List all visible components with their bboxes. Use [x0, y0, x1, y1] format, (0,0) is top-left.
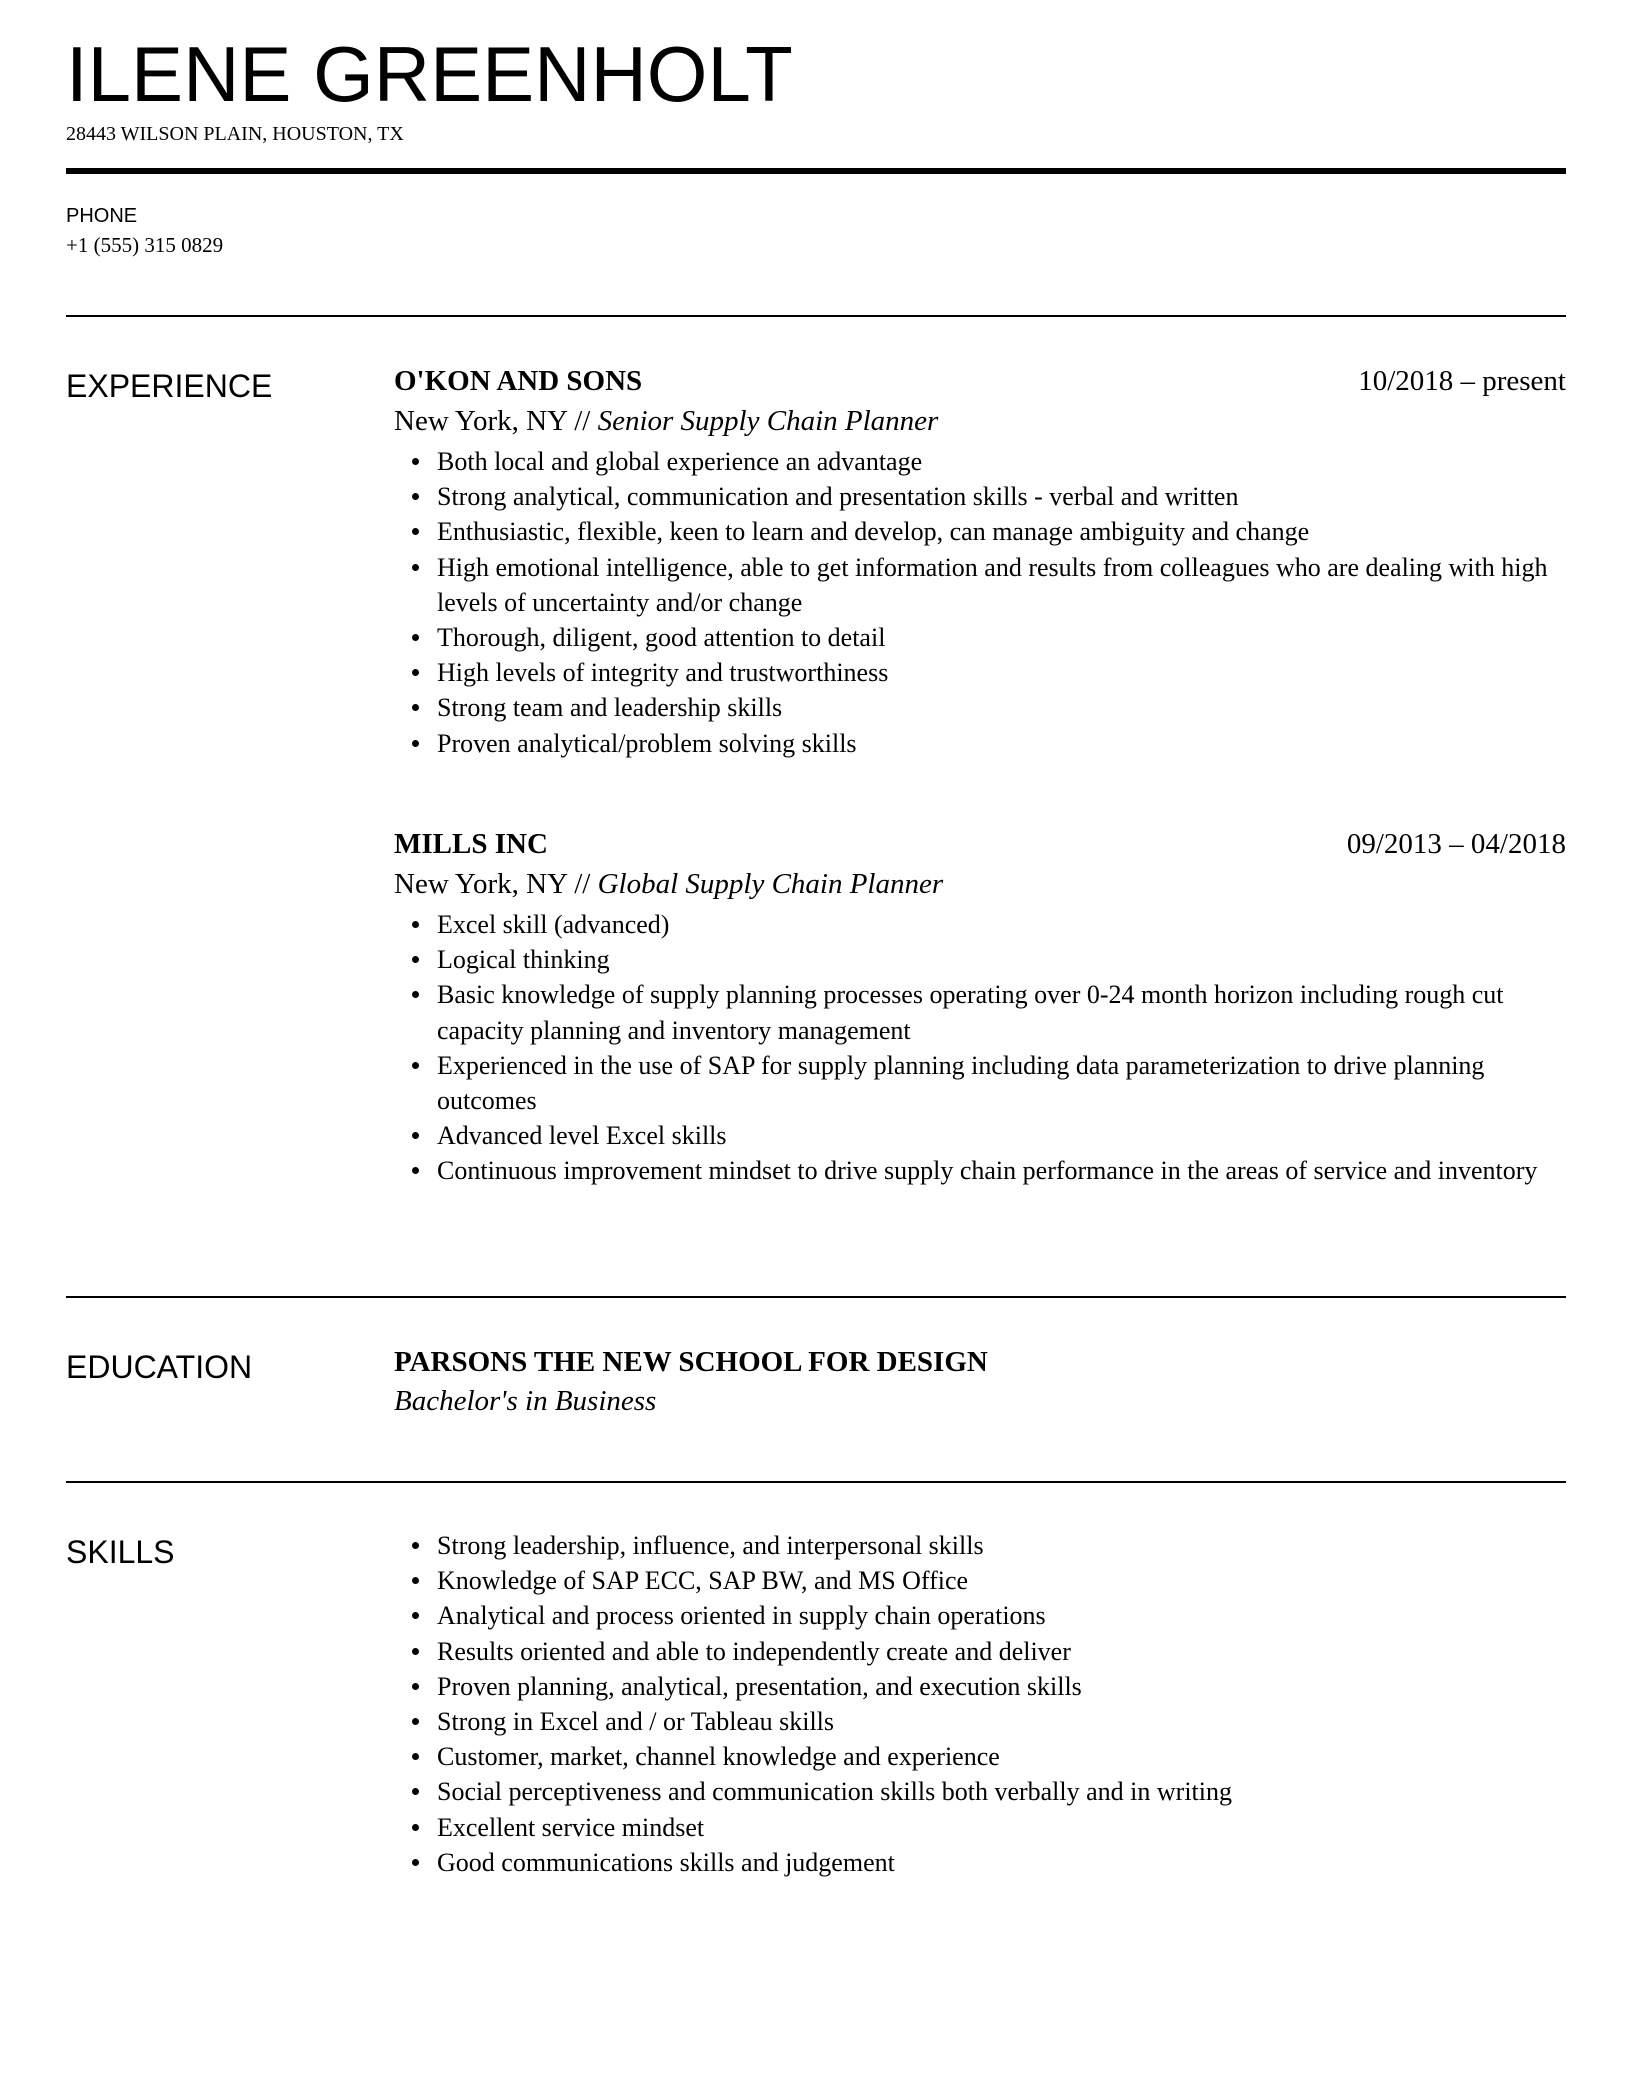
job-title: Senior Supply Chain Planner	[597, 405, 939, 437]
job-bullet-text: High emotional intelligence, able to get information and results from colleagues who are dealing with high levels of uncertainty and/or change	[437, 552, 1548, 617]
job-bullet	[394, 479, 1566, 514]
job-entry	[394, 362, 1566, 761]
job-bullet-text: Proven analytical/problem solving skills	[437, 728, 857, 758]
job-company: O'KON AND SONS	[394, 365, 643, 397]
skills-entry	[394, 1528, 1566, 1880]
job-bullet	[394, 655, 1566, 690]
job-bullet	[394, 514, 1566, 549]
skill-item	[394, 1704, 1566, 1739]
job-bullet	[394, 1048, 1566, 1118]
section-divider	[66, 1481, 1566, 1483]
experience-heading: EXPERIENCE	[66, 368, 273, 404]
bullet-dot-icon	[412, 1718, 419, 1725]
bullet-dot-icon	[412, 1062, 419, 1069]
bullet-dot-icon	[412, 458, 419, 465]
job-dates: 10/2018 – present	[1358, 365, 1566, 397]
skill-text: Excellent service mindset	[437, 1812, 705, 1842]
bullet-dot-icon	[412, 704, 419, 711]
job-bullet-text: Enthusiastic, flexible, keen to learn and develop, can manage ambiguity and change	[437, 517, 1310, 547]
skill-item	[394, 1528, 1566, 1563]
job-bullet-text: Both local and global experience an advantage	[437, 447, 923, 476]
degree: Bachelor's in Business	[394, 1385, 657, 1417]
job-subtitle	[394, 865, 1566, 907]
job-header	[394, 825, 1566, 865]
job-bullet-text: Experienced in the use of SAP for supply planning including data parameterization to drive planning outcomes	[437, 1050, 1485, 1116]
skill-item	[394, 1563, 1566, 1598]
skill-text: Good communications skills and judgement	[437, 1847, 895, 1877]
job-bullet-text: High levels of integrity and trustworthiness	[437, 658, 889, 688]
skill-item	[394, 1598, 1566, 1633]
bullet-dot-icon	[412, 1577, 419, 1584]
skill-item	[394, 1669, 1566, 1704]
bullet-dot-icon	[412, 564, 419, 571]
skill-text: Proven planning, analytical, presentation, and execution skills	[437, 1671, 1082, 1701]
bullet-dot-icon	[412, 1612, 419, 1619]
bullet-dot-icon	[412, 991, 419, 998]
bullet-dot-icon	[412, 528, 419, 535]
bullet-dot-icon	[412, 1788, 419, 1795]
bullet-dot-icon	[412, 1824, 419, 1831]
phone-label: PHONE	[66, 205, 138, 227]
skill-item	[394, 1774, 1566, 1809]
job-bullet-text: Thorough, diligent, good attention to detail	[437, 623, 886, 653]
job-bullet-text: Advanced level Excel skills	[437, 1121, 727, 1151]
job-dates: 09/2013 – 04/2018	[1346, 828, 1566, 860]
job-bullet	[394, 977, 1566, 1047]
job-company: MILLS INC	[394, 828, 548, 860]
skill-text: Social perceptiveness and communication skills both verbally and in writing	[437, 1777, 1232, 1807]
job-subtitle	[394, 402, 1566, 444]
bullet-dot-icon	[412, 669, 419, 676]
job-location: New York, NY	[394, 405, 567, 437]
skill-item	[394, 1845, 1566, 1880]
bullet-dot-icon	[412, 493, 419, 500]
job-separator: //	[566, 405, 598, 437]
header-divider	[66, 168, 1566, 174]
education-entry	[394, 1343, 1566, 1421]
bullet-dot-icon	[412, 1859, 419, 1866]
job-bullet-text: Logical thinking	[437, 945, 610, 975]
school-name: PARSONS THE NEW SCHOOL FOR DESIGN	[394, 1346, 988, 1378]
job-bullet-text: Basic knowledge of supply planning processes operating over 0-24 month horizon including rough cut capacity planning and inventory management	[437, 980, 1504, 1045]
phone-value: +1 (555) 315 0829	[66, 233, 224, 257]
section-divider	[66, 1296, 1566, 1298]
job-bullet-text: Strong team and leadership skills	[437, 693, 783, 723]
job-bullet	[394, 1118, 1566, 1153]
section-divider	[66, 315, 1566, 317]
skills-heading: SKILLS	[66, 1534, 175, 1570]
job-bullet	[394, 550, 1566, 620]
bullet-dot-icon	[412, 740, 419, 747]
job-bullet	[394, 942, 1566, 977]
bullet-dot-icon	[412, 1542, 419, 1549]
skill-text: Analytical and process oriented in supply chain operations	[437, 1601, 1046, 1631]
job-bullet	[394, 907, 1566, 942]
bullet-dot-icon	[412, 1683, 419, 1690]
job-bullet	[394, 620, 1566, 655]
bullet-dot-icon	[412, 921, 419, 928]
bullet-dot-icon	[412, 956, 419, 963]
skill-item	[394, 1634, 1566, 1669]
job-title: Global Supply Chain Planner	[597, 868, 944, 900]
job-bullet	[394, 690, 1566, 725]
job-bullet-list	[394, 444, 1566, 761]
bullet-dot-icon	[412, 1753, 419, 1760]
skills-list	[394, 1528, 1566, 1880]
skill-text: Customer, market, channel knowledge and experience	[437, 1742, 1000, 1772]
job-bullet	[394, 1153, 1566, 1188]
education-heading: EDUCATION	[66, 1349, 253, 1385]
job-bullet-text: Continuous improvement mindset to drive supply chain performance in the areas of service and inventory	[437, 1156, 1538, 1186]
job-header	[394, 362, 1566, 402]
skill-text: Strong in Excel and / or Tableau skills	[437, 1707, 835, 1737]
skill-text: Knowledge of SAP ECC, SAP BW, and MS Office	[437, 1566, 969, 1596]
job-bullet-text: Strong analytical, communication and presentation skills - verbal and written	[437, 482, 1239, 512]
skill-item	[394, 1739, 1566, 1774]
job-bullet-text: Excel skill (advanced)	[437, 910, 670, 939]
job-bullet	[394, 726, 1566, 761]
bullet-dot-icon	[412, 1132, 419, 1139]
job-separator: //	[566, 868, 598, 900]
candidate-name: ILENE GREENHOLT	[66, 30, 793, 118]
candidate-address: 28443 WILSON PLAIN, HOUSTON, TX	[66, 123, 404, 145]
skill-item	[394, 1810, 1566, 1845]
bullet-dot-icon	[412, 1648, 419, 1655]
job-entry	[394, 825, 1566, 1189]
bullet-dot-icon	[412, 634, 419, 641]
skill-text: Results oriented and able to independently create and deliver	[437, 1636, 1071, 1666]
skill-text: Strong leadership, influence, and interpersonal skills	[437, 1531, 984, 1560]
job-bullet	[394, 444, 1566, 479]
job-bullet-list	[394, 907, 1566, 1189]
bullet-dot-icon	[412, 1167, 419, 1174]
job-location: New York, NY	[394, 868, 567, 900]
